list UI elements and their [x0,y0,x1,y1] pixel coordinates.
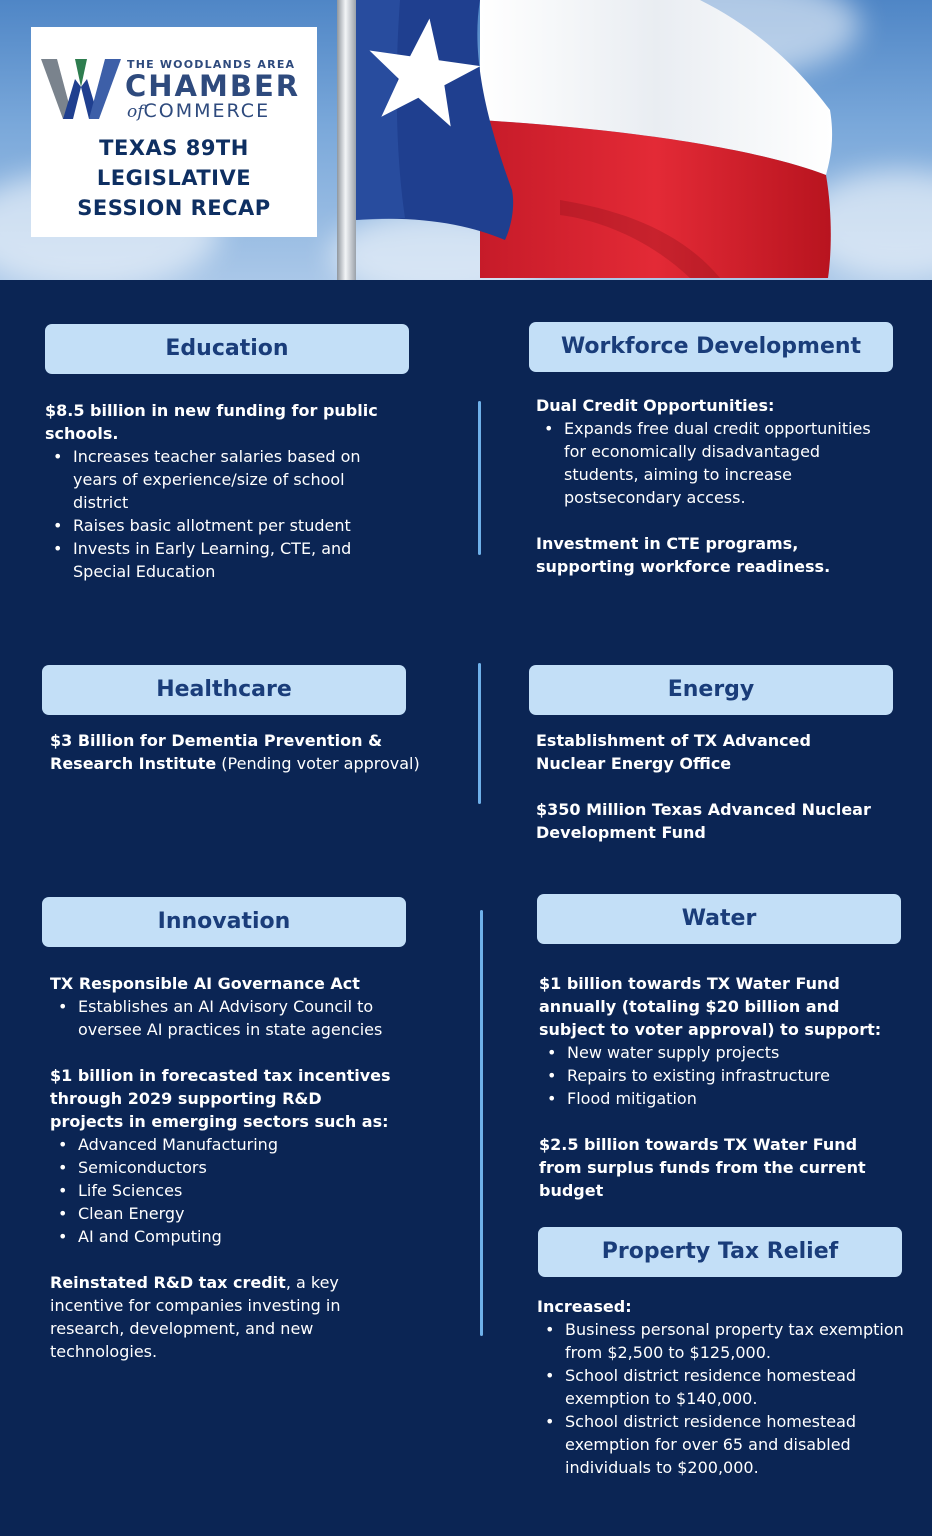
org-name-chamber: CHAMBER [125,69,301,103]
list-item: • School district residence homestead exemption to $140,000. [537,1364,915,1410]
education-heading: Education [45,324,409,374]
water-heading: Water [537,894,901,944]
education-lead: $8.5 billion in new funding for public schools. [45,401,378,443]
list-item: • School district residence homestead exemption for over 65 and disabled individuals to $200,000. [537,1410,915,1479]
workforce-closing: Investment in CTE programs, supporting workforce readiness. [536,534,831,576]
list-item: • Life Sciences [50,1179,400,1202]
list-item: • Advanced Manufacturing [50,1133,400,1156]
list-item: • Expands free dual credit opportunities for economically disadvantaged students, aiming to increase postsecondary access. [536,417,886,509]
healthcare-heading: Healthcare [42,665,406,715]
list-item: • Repairs to existing infrastructure [539,1064,889,1087]
property-tax-heading: Property Tax Relief [538,1227,902,1277]
list-item: • New water supply projects [539,1041,889,1064]
energy-item-2: $350 Million Texas Advanced Nuclear Development Fund [536,800,871,842]
energy-content [536,729,876,844]
list-item: • AI and Computing [50,1225,400,1248]
divider-3 [480,910,483,1336]
org-name-top: THE WOODLANDS AREA [127,58,296,71]
water-lead: $1 billion towards TX Water Fund annually (totaling $20 billion and subject to voter approval) to support: [539,974,882,1039]
workforce-content [536,394,886,578]
innovation-content [50,972,400,1363]
workforce-heading: Workforce Development [529,322,893,372]
chamber-logo-card [31,27,317,237]
hero-banner [0,0,932,280]
innovation-closing: Reinstated R&D tax credit, a key incentive for companies investing in research, development, and new technologies. [50,1273,341,1361]
list-item: • Flood mitigation [539,1087,889,1110]
property-tax-content [537,1295,915,1479]
org-name-commerce: ofCOMMERCE [127,100,271,122]
list-item: • Raises basic allotment per student [45,514,385,537]
energy-item-1: Establishment of TX Advanced Nuclear Energy Office [536,731,811,773]
energy-heading: Energy [529,665,893,715]
list-item: • Increases teacher salaries based on years of experience/size of school district [45,445,385,514]
water-content [539,972,889,1202]
healthcare-lead: $3 Billion for Dementia Prevention & Research Institute (Pending voter approval) [50,731,420,773]
divider-1 [478,401,481,555]
list-item: • Invests in Early Learning, CTE, and Special Education [45,537,385,583]
list-item: • Establishes an AI Advisory Council to oversee AI practices in state agencies [50,995,400,1041]
property-tax-lead: Increased: [537,1297,632,1316]
innovation-lead: TX Responsible AI Governance Act [50,974,360,993]
list-item: • Semiconductors [50,1156,400,1179]
chamber-w-logo-icon [41,57,121,121]
page-title: TEXAS 89TH LEGISLATIVE SESSION RECAP [77,136,271,220]
list-item: • Business personal property tax exemption from $2,500 to $125,000. [537,1318,915,1364]
education-content [45,399,385,583]
healthcare-content [50,729,420,775]
divider-2 [478,663,481,804]
workforce-lead: Dual Credit Opportunities: [536,396,775,415]
list-item: • Clean Energy [50,1202,400,1225]
innovation-heading: Innovation [42,897,406,947]
water-closing: $2.5 billion towards TX Water Fund from surplus funds from the current budget [539,1135,866,1200]
innovation-second: $1 billion in forecasted tax incentives through 2029 supporting R&D projects in emerging sectors such as: [50,1066,391,1131]
